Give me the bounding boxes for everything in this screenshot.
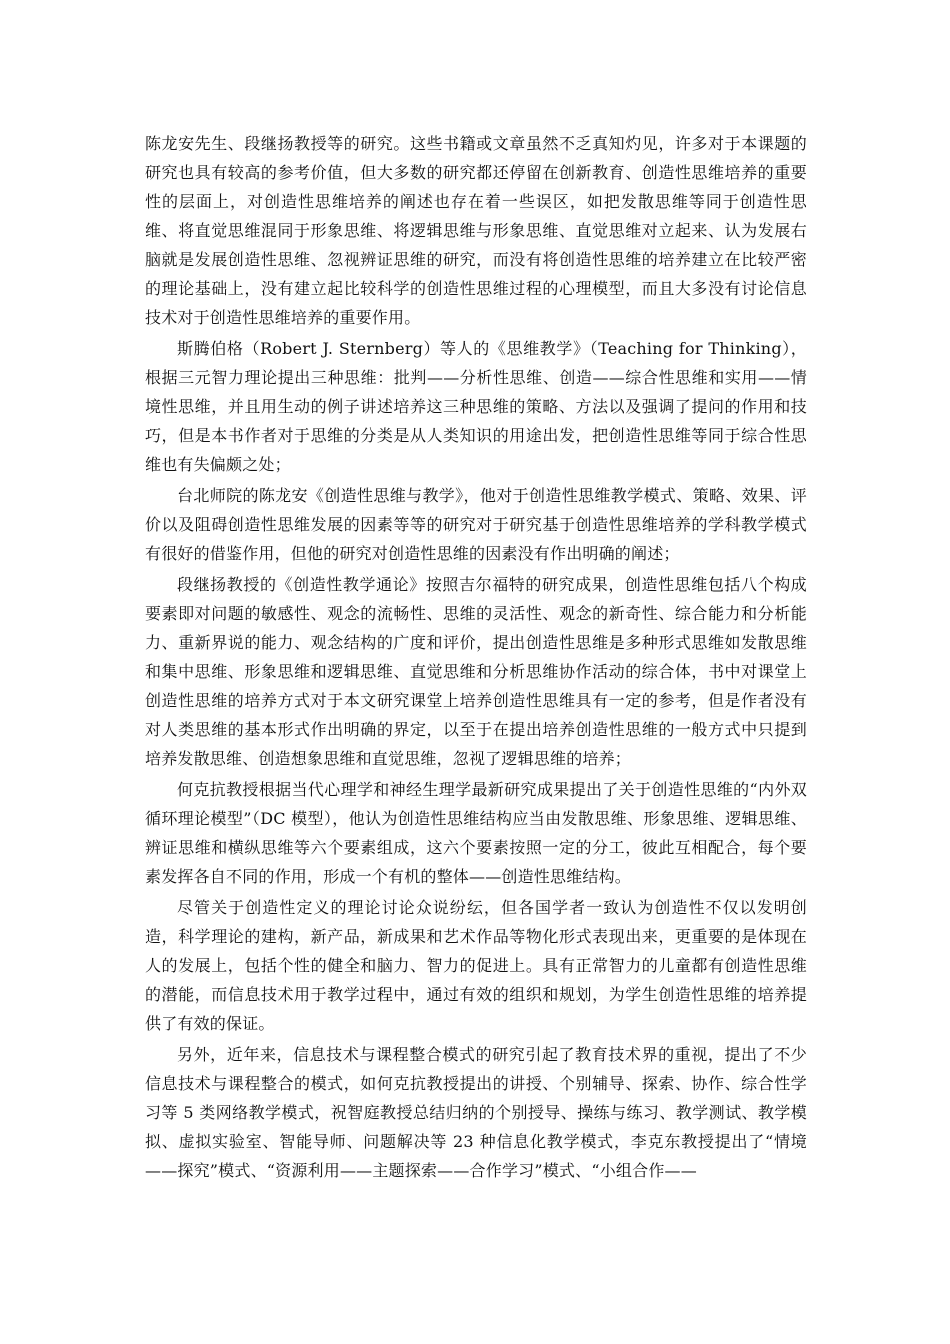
paragraph-6: 尽管关于创造性定义的理论讨论众说纷纭，但各国学者一致认为创造性不仅以发明创造，科学理论的建构，新产品，新成果和艺术作品等物化形式表现出来，更重要的是体现在人的发展上，包括个性的健全和脑力、智力的促进上。具有正常智力的儿童都有创造性思维的潜能，而信息技术用于教学过程中，通过有效的组织和规划，为学生创造性思维的培养提供了有效的保证。 <box>145 898 807 1033</box>
paragraph-7: 另外，近年来，信息技术与课程整合模式的研究引起了教育技术界的重视，提出了不少信息技术与课程整合的模式，如何克抗教授提出的讲授、个别辅导、探索、协作、综合性学习等 5 类网络教学模式，祝智庭教授总结归纳的个别授导、操练与练习、教学测试、教学模拟、虚拟实验室、智能导师、问题解决等 23 种信息化教学模式，李克东教授提出了“情境——探究”模式、“资源利用——主题探索——合作学习”模式、“小组合作—— <box>145 1045 807 1180</box>
paragraph-1: 陈龙安先生、段继扬教授等的研究。这些书籍或文章虽然不乏真知灼见，许多对于本课题的研究也具有较高的参考价值，但大多数的研究都还停留在创新教育、创造性思维培养的重要性的层面上，对创造性思维培养的阐述也存在着一些误区，如把发散思维等同于创造性思维、将直觉思维混同于形象思维、将逻辑思维与形象思维、直觉思维对立起来、认为发展右脑就是发展创造性思维、忽视辨证思维的研究，而没有将创造性思维的培养建立在比较严密的理论基础上，没有建立起比较科学的创造性思维过程的心理模型，而且大多没有讨论信息技术对于创造性思维培养的重要作用。 <box>145 134 807 327</box>
paragraph-5: 何克抗教授根据当代心理学和神经生理学最新研究成果提出了关于创造性思维的“内外双循环理论模型”（DC 模型），他认为创造性思维结构应当由发散思维、形象思维、逻辑思维、辨证思维和横纵思维等六个要素组成，这六个要素按照一定的分工，彼此互相配合，每个要素发挥各自不同的作用，形成一个有机的整体——创造性思维结构。 <box>145 780 807 886</box>
paragraph-4: 段继扬教授的《创造性教学通论》按照吉尔福特的研究成果，创造性思维包括八个构成要素即对问题的敏感性、观念的流畅性、思维的灵活性、观念的新奇性、综合能力和分析能力、重新界说的能力、观念结构的广度和评价，提出创造性思维是多种形式思维如发散思维和集中思维、形象思维和逻辑思维、直觉思维和分析思维协作活动的综合体，书中对课堂上创造性思维的培养方式对于本文研究课堂上培养创造性思维具有一定的参考，但是作者没有对人类思维的基本形式作出明确的界定，以至于在提出培养创造性思维的一般方式中只提到培养发散思维、创造想象思维和直觉思维，忽视了逻辑思维的培养； <box>145 575 807 768</box>
paragraph-3: 台北师院的陈龙安《创造性思维与教学》，他对于创造性思维教学模式、策略、效果、评价以及阻碍创造性思维发展的因素等等的研究对于研究基于创造性思维培养的学科教学模式有很好的借鉴作用，但他的研究对创造性思维的因素没有作出明确的阐述； <box>145 486 807 563</box>
document-body <box>145 129 807 1187</box>
paragraph-2: 斯腾伯格（Robert J. Sternberg）等人的《思维教学》（Teaching for Thinking），根据三元智力理论提出三种思维：批判——分析性思维、创造——综合性思维和实用——情境性思维，并且用生动的例子讲述培养这三种思维的策略、方法以及强调了提问的作用和技巧，但是本书作者对于思维的分类是从人类知识的用途出发，把创造性思维等同于综合性思维也有失偏颇之处； <box>145 339 807 474</box>
